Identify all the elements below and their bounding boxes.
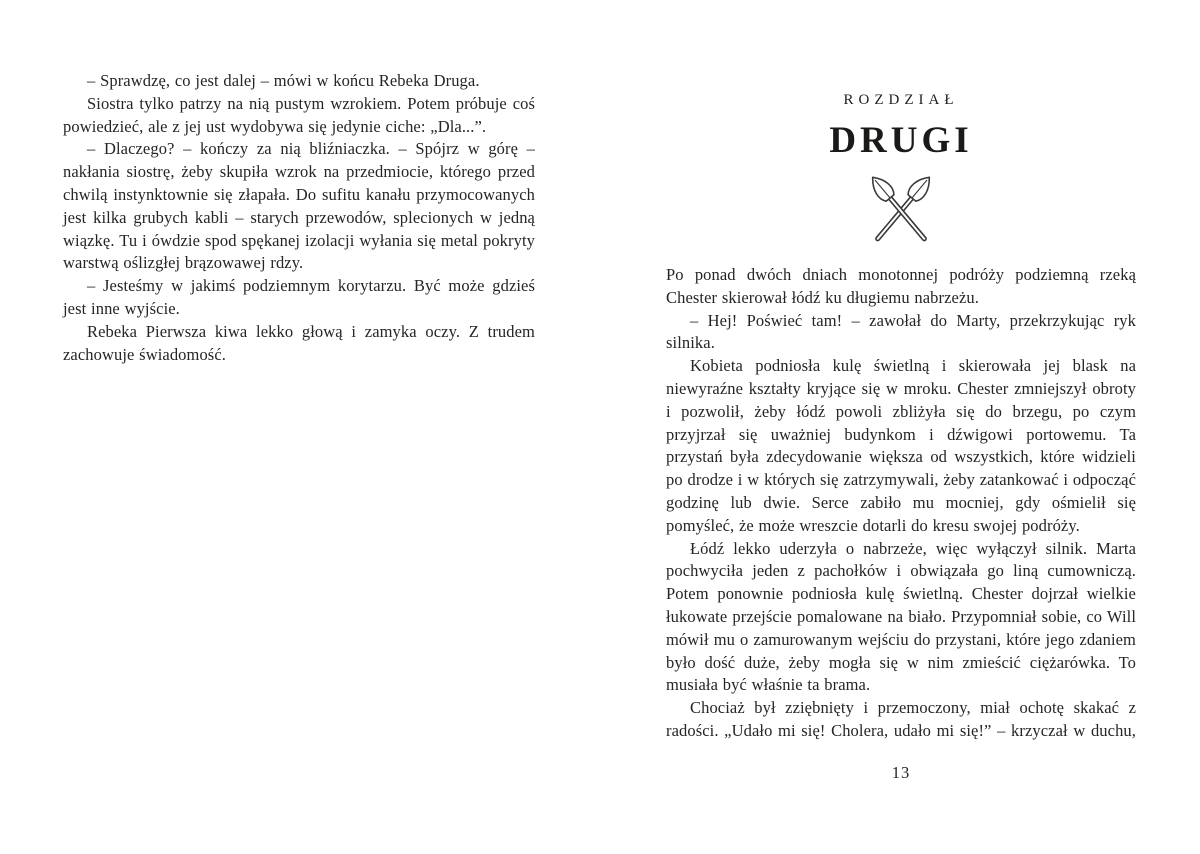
right-text-block	[666, 264, 1136, 743]
paragraph: – Hej! Poświeć tam! – zawołał do Marty, przekrzykując ryk silnika.	[666, 310, 1136, 353]
page-left	[63, 0, 535, 854]
paragraph: – Sprawdzę, co jest dalej – mówi w końcu Rebeka Druga.	[87, 71, 480, 90]
paragraph: – Dlaczego? – kończy za nią bliźniaczka. – Spójrz w górę – nakłania siostrę, żeby skupiła wzrok na przedmiocie, którego przed chwilą instynktownie się złapała. Do sufitu kanału przymocowanych jest kilka grubych kabli – starych przewodów, splecionych w jedną wiązkę. Tu i ówdzie spod spękanej izolacji wyłania się metal pokryty warstwą oślizgłej brązowawej rdzy.	[63, 139, 535, 273]
chapter-title: DRUGI	[829, 120, 973, 161]
crossed-shovels-icon	[666, 167, 1136, 253]
paragraph: Siostra tylko patrzy na nią pustym wzrokiem. Potem próbuje coś powiedzieć, ale z jej ust wydobywa się jedynie ciche: „Dla...”.	[63, 93, 535, 136]
paragraph: Łódź lekko uderzyła o nabrzeże, więc wyłączył silnik. Marta pochwyciła jeden z pachołków i obwiązała go liną cumowniczą. Potem ponownie podniosła kulę świetlną. Chester dojrzał wielkie łukowate przejście pomalowane na biało. Przypomniał sobie, co Will mówił mu o zamurowanym wejściu do przystani, które jego zdaniem było dość duże, żeby mogła się w nim zmieścić ciężarówka. To musiała być właśnie ta brama.	[666, 538, 1136, 695]
left-text-block	[63, 70, 535, 366]
chapter-label: ROZDZIAŁ	[843, 92, 959, 108]
chapter-header	[666, 92, 1136, 253]
paragraph: – Jesteśmy w jakimś podziemnym korytarzu. Być może gdzieś jest inne wyjście.	[63, 276, 535, 318]
paragraph: Rebeka Pierwsza kiwa lekko głową i zamyka oczy. Z trudem zachowuje świadomość.	[63, 321, 535, 364]
page-right	[666, 0, 1136, 854]
page-number: 13	[891, 763, 911, 782]
paragraph: Kobieta podniosła kulę świetlną i skierowała jej blask na niewyraźne kształty kryjące się w mroku. Chester zmniejszył obroty i pozwolił, żeby łódź powoli zbliżyła się do brzegu, po czym przyjrzał się uważniej budynkom i dźwigowi portowemu. Ta przystań była zdecydowanie większa od wszystkich, które widzieli po drodze i w których się zatrzymywali, żeby zatankować i odpocząć godzinę lub dwie. Serce zabiło mu mocniej, gdy ośmielił się pomyśleć, że może wreszcie dotarli do kresu swojej podróży.	[666, 356, 1136, 535]
paragraph: Chociaż był zziębnięty i przemoczony, miał ochotę skakać z radości. „Udało mi się! Cholera, udało mi się!” – krzyczał w duchu,	[666, 698, 1136, 740]
paragraph: Po ponad dwóch dniach monotonnej podróży podziemną rzeką Chester skierował łódź ku długiemu nabrzeżu.	[666, 265, 1136, 307]
